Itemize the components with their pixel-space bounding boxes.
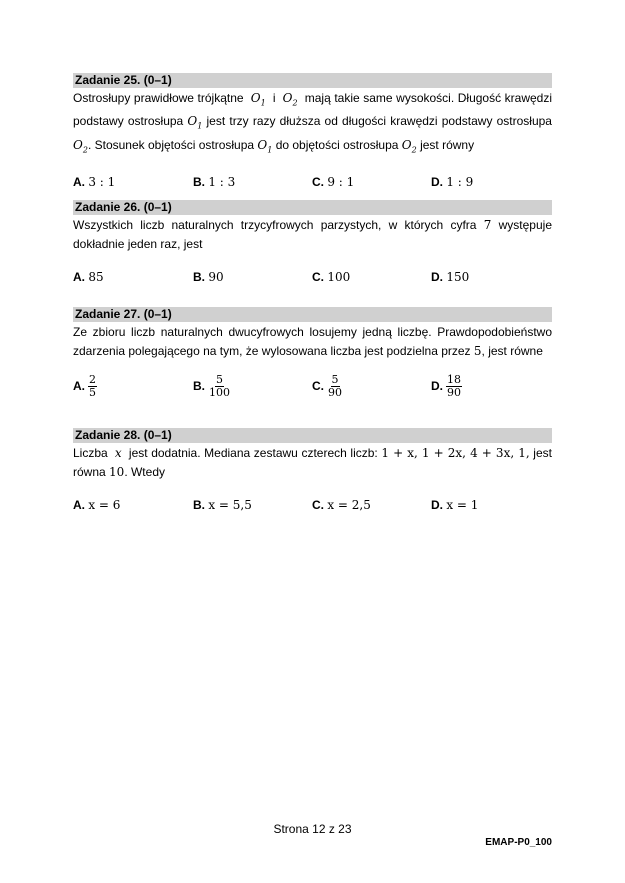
- task-25-text: Ostrosłupy prawidłowe trójkątne $O_1$ i $O_2$ mają takie same wysokości. Długość krawędzi podstawy ostrosłupa $O_1$ jest trzy razy dłuższa od długości krawędzi podstawy ostrosłupa $O_2$. Stosunek objętości ostrosłupa $O_1$ do objętości ostrosłupa $O_2$ jest równy: [73, 91, 553, 155]
- task-28-text: Liczba x jest dodatnia. Mediana zestawu czterech liczb: 1 + x, 1 + 2x, 4 + 3x, 1, jest równa 10. Wtedy: [73, 446, 552, 479]
- page-number: Strona 12 z 23: [273, 822, 352, 836]
- answer-a: A. 3 : 1: [73, 175, 116, 190]
- answer-b: B. x = 5,5: [193, 498, 252, 512]
- task-26-title: Zadanie 26. (0–1): [73, 200, 552, 215]
- task-26-answers: [73, 268, 552, 298]
- task-27: [73, 307, 552, 405]
- task-28: [73, 428, 552, 526]
- task-26: [73, 200, 552, 298]
- task-27-text: Ze zbioru liczb naturalnych dwucyfrowych losujemy jedną liczbę. Prawdopodobieństwo zdarzenia polegającego na tym, że wylosowana liczba jest podzielna przez 5, jest równe: [73, 325, 552, 358]
- task-25-answers: [73, 173, 552, 203]
- answer-a: A. 85: [73, 270, 104, 284]
- fraction: $\frac{18}{90}$: [447, 373, 461, 400]
- document-code: EMAP-P0_100: [485, 837, 552, 848]
- answer-b: B. 1 : 3: [193, 175, 236, 190]
- answer-c: C. 9 : 1: [312, 175, 355, 190]
- fraction: $\frac{2}{5}$: [89, 373, 96, 400]
- task-28-answers: [73, 496, 552, 526]
- answer-c: C. 100: [312, 270, 351, 284]
- fraction: $\frac{5}{90}$: [328, 373, 342, 400]
- task-28-title: Zadanie 28. (0–1): [73, 428, 552, 443]
- fraction: $\frac{5}{100}$: [209, 373, 230, 400]
- answer-a: A. $\frac{2}{5}$: [73, 373, 96, 400]
- answer-d: D. 150: [431, 270, 470, 284]
- task-25: [73, 73, 552, 203]
- answer-c: C. $\frac{5}{90}$: [312, 373, 342, 400]
- answer-b: B. $\frac{5}{100}$: [193, 373, 230, 400]
- task-26-text: Wszystkich liczb naturalnych trzycyfrowych parzystych, w których cyfra 7 występuje dokładnie jeden raz, jest: [73, 218, 552, 251]
- answer-d: D. x = 1: [431, 498, 479, 512]
- answer-a: A. x = 6: [73, 498, 121, 512]
- answer-c: C. x = 2,5: [312, 498, 371, 512]
- answer-d: D. $\frac{18}{90}$: [431, 373, 461, 400]
- answer-d: D. 1 : 9: [431, 175, 474, 190]
- task-27-title: Zadanie 27. (0–1): [73, 307, 552, 322]
- task-25-title: Zadanie 25. (0–1): [73, 73, 552, 88]
- task-27-answers: [73, 371, 552, 405]
- answer-b: B. 90: [193, 270, 224, 284]
